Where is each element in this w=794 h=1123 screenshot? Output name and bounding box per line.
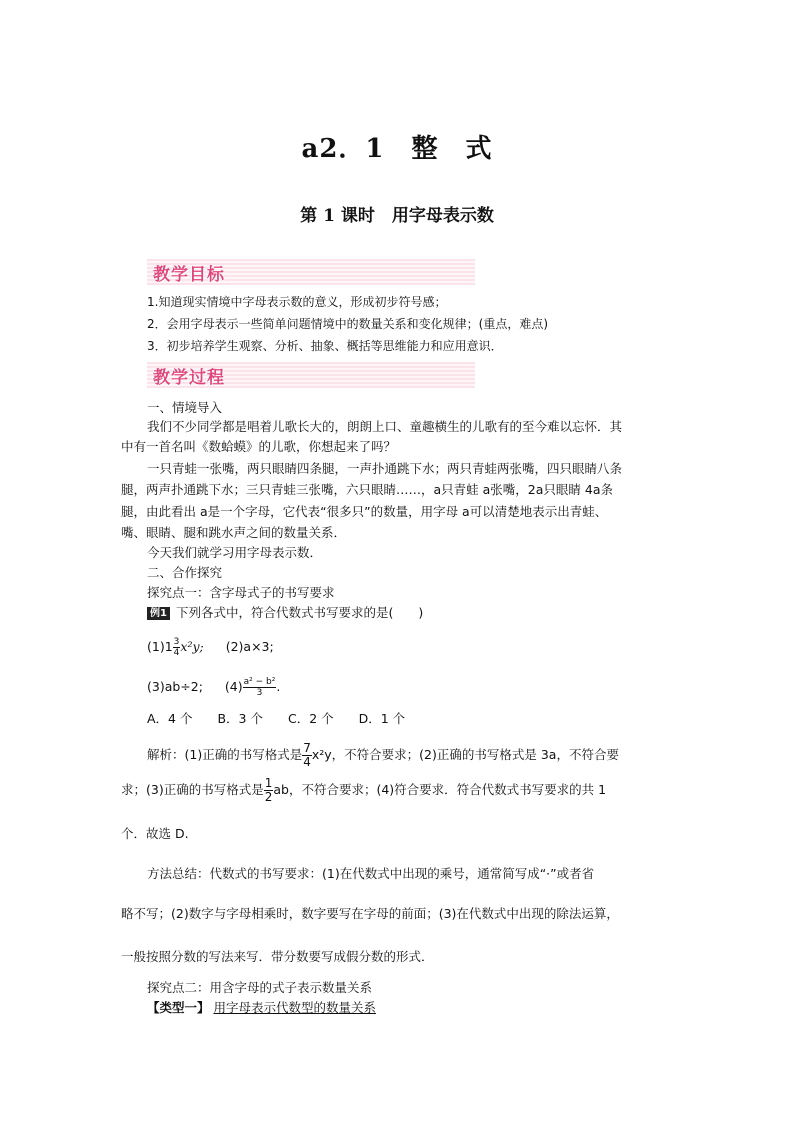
example-badge: 例1 [147, 607, 170, 620]
analysis-fraction-1: $\frac{7}{4}$ [303, 741, 311, 769]
intro-line: 我们不少同学都是唱着儿歌长大的，朗朗上口、童趣横生的儿歌有的至今难以忘怀．其 [147, 419, 623, 434]
option-1-2 [147, 632, 274, 662]
analysis-line-1: 解析：(1)正确的书写格式是 $\frac{7}{4}$ x²y，不符合要求；(2)正确的书写格式是 3a，不符合要 [147, 741, 619, 769]
option-3: (3)ab÷2; [147, 679, 203, 694]
inquiry-point-1: 探究点一：含字母式子的书写要求 [147, 585, 335, 600]
intro-line: 腿，由此看出 a是一个字母，它代表“很多只”的数量，用字母 a可以清楚地表示出青蛙、 [121, 504, 608, 519]
analysis-line-2: 求；(3)正确的书写格式是 $\frac{1}{2}$ ab，不符合要求；(4)符合要求．符合代数式书写要求的共 1 [121, 776, 607, 804]
goals-heading: 教学目标 [153, 265, 225, 285]
option-3-4 [147, 672, 280, 702]
type-1-heading [147, 1000, 376, 1016]
page-title: a2．1 整 式 [301, 134, 493, 164]
option-4-tail: . [276, 679, 281, 694]
intro-line: 嘴、眼睛、腿和跳水声之间的数量关系． [121, 525, 347, 540]
example-question: 下列各式中，符合代数式书写要求的是( ) [175, 605, 424, 620]
section-cooperative-inquiry: 二、合作探究 [147, 565, 223, 580]
goal-item-3: 3．初步培养学生观察、分析、抽象、概括等思维能力和应用意识． [147, 339, 503, 353]
option-1-fraction: $\frac{3}{4}$ [173, 637, 180, 658]
intro-line: 一只青蛙一张嘴，两只眼睛四条腿，一声扑通跳下水；两只青蛙两张嘴，四只眼睛八条 [147, 461, 623, 476]
goal-item-1: 1.知道现实情境中字母表示数的意义，形成初步符号感； [147, 295, 447, 309]
option-1-tail: x²y; [180, 639, 204, 654]
intro-line: 中有一首名叫《数蛤蟆》的儿歌，你想起来了吗？ [121, 439, 397, 454]
method-line-2: 略不写；(2)数字与字母相乘时，数字要写在字母的前面；(3)在代数式中出现的除法运算， [121, 906, 619, 921]
option-2: (2)a×3; [225, 639, 274, 654]
process-banner [147, 362, 475, 388]
method-line-3: 一般按照分数的写法来写．带分数要写成假分数的形式． [121, 949, 434, 964]
intro-line: 腿，两声扑通跳下水；三只青蛙三张嘴，六只眼睛……，a只青蛙 a张嘴，2a只眼睛 4a条 [121, 482, 613, 497]
section-situation-intro: 一、情境导入 [147, 400, 223, 415]
inquiry-point-2: 探究点二：用含字母的式子表示数量关系 [147, 980, 373, 995]
lesson-subtitle: 第 1 课时 用字母表示数 [300, 206, 494, 226]
method-line-1: 方法总结：代数式的书写要求：(1)在代数式中出现的乘号，通常简写成“·”或者省 [147, 866, 595, 881]
type-1-title: 用字母表示代数型的数量关系 [213, 1000, 377, 1015]
option-4-fraction: $\frac{\text{a² − b²}}{3}$ [243, 677, 276, 698]
option-1-whole: 1 [164, 639, 173, 654]
answer-choices: A．4 个 B．3 个 C．2 个 D．1 个 [147, 711, 406, 726]
example-1 [147, 605, 423, 621]
goal-item-2: 2．会用字母表示一些简单问题情境中的数量关系和变化规律；(重点，难点) [147, 317, 549, 331]
intro-line: 今天我们就学习用字母表示数． [147, 545, 323, 560]
option-1-label: (1) [147, 639, 165, 654]
option-4-label: (4) [224, 679, 243, 694]
analysis-fraction-2: $\frac{1}{2}$ [264, 776, 273, 804]
goals-banner [147, 259, 475, 285]
process-heading: 教学过程 [153, 368, 225, 388]
type-1-label: 【类型一】 [147, 1000, 210, 1015]
analysis-line-3: 个．故选 D. [121, 826, 189, 841]
